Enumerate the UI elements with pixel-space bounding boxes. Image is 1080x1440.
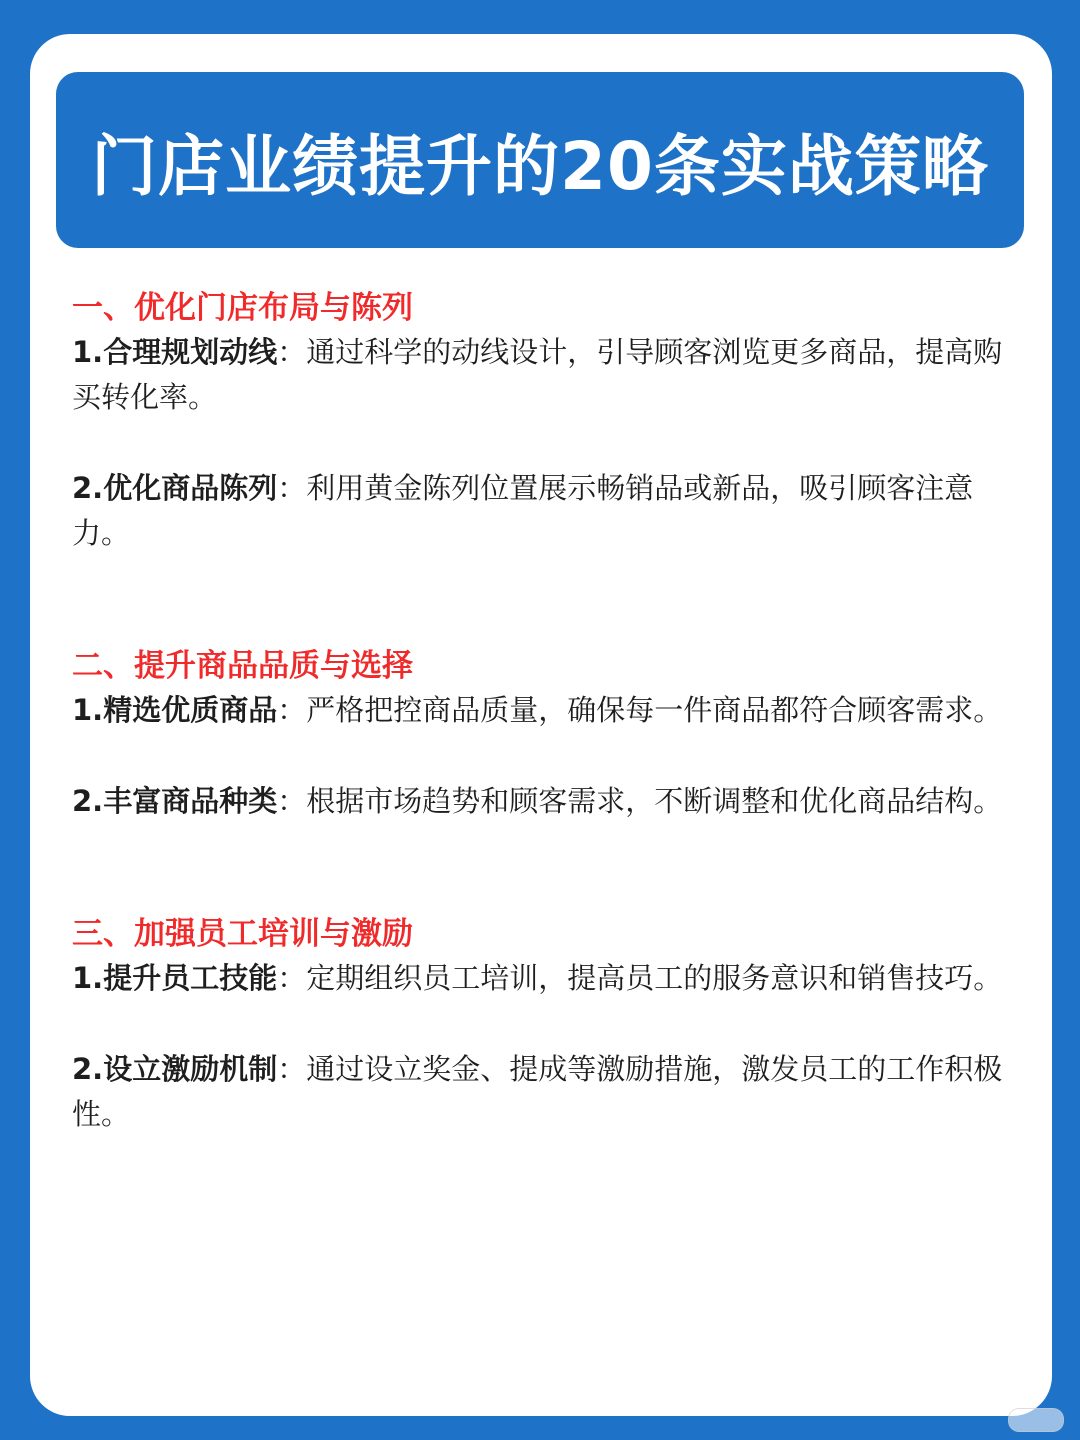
title-banner [56, 72, 1024, 248]
strategy-item-title: 2.优化商品陈列 [72, 471, 278, 505]
section-heading: 二、提升商品品质与选择 [72, 648, 413, 684]
strategy-item-text: 根据市场趋势和顾客需求，不断调整和优化商品结构。 [306, 784, 1003, 818]
strategy-item-title: 1.合理规划动线 [72, 335, 278, 369]
strategy-item-colon: ： [277, 784, 307, 818]
strategy-item-text: 利用黄金陈列位置展示畅销品或新品，吸引顾客注意力。 [72, 471, 974, 550]
strategy-item [72, 1047, 1020, 1137]
strategy-item-text: 定期组织员工培训，提高员工的服务意识和销售技巧。 [306, 961, 1003, 995]
strategy-item-title: 1.精选优质商品 [72, 693, 278, 727]
strategy-item-colon: ： [277, 693, 307, 727]
strategy-item-colon: ： [277, 335, 307, 369]
section-layout-display [72, 286, 1020, 556]
strategy-item [72, 779, 1020, 824]
strategy-item-title: 1.提升员工技能 [72, 961, 278, 995]
strategy-item-text: 通过设立奖金、提成等激励措施，激发员工的工作积极性。 [72, 1052, 1003, 1131]
strategy-item-colon: ： [277, 471, 307, 505]
section-product-quality [72, 644, 1020, 824]
content-card [30, 34, 1052, 1416]
section-heading: 三、加强员工培训与激励 [72, 916, 413, 952]
page-title: 门店业绩提升的20条实战策略 [91, 127, 989, 205]
strategy-item [72, 688, 1020, 733]
strategy-item [72, 330, 1020, 420]
strategy-item-title: 2.丰富商品种类 [72, 784, 278, 818]
strategy-item-title: 2.设立激励机制 [72, 1052, 278, 1086]
strategy-item [72, 956, 1020, 1001]
watermark [1008, 1408, 1064, 1432]
strategy-item-colon: ： [277, 961, 307, 995]
strategy-item-colon: ： [277, 1052, 307, 1086]
content-area [72, 286, 1020, 1137]
section-staff-training [72, 912, 1020, 1137]
strategy-item [72, 466, 1020, 556]
strategy-item-text: 通过科学的动线设计，引导顾客浏览更多商品，提高购买转化率。 [72, 335, 1003, 414]
section-heading: 一、优化门店布局与陈列 [72, 290, 413, 326]
strategy-item-text: 严格把控商品质量，确保每一件商品都符合顾客需求。 [306, 693, 1003, 727]
